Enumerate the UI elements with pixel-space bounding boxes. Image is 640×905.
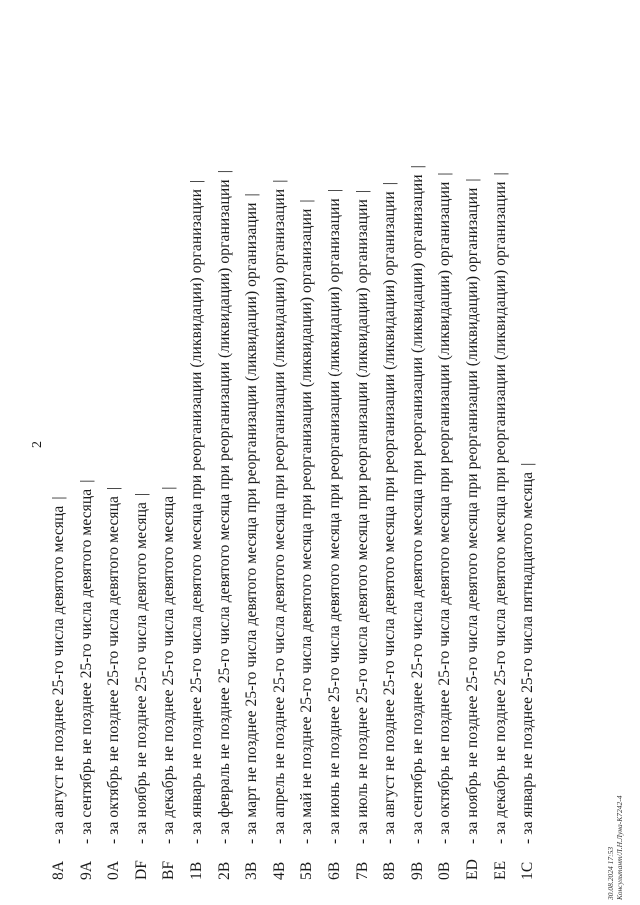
item-text: - за январь не позднее 25-го числа девятого месяца при реорганизации (ликвидации) организации (188, 188, 205, 844)
item-bar: | (464, 178, 481, 182)
item-code: 6B (326, 861, 343, 880)
list-item (78, 479, 96, 880)
list-item (436, 172, 454, 880)
item-text: - за февраль не позднее 25-го числа девятого месяца при реорганизации (ликвидации) организации (215, 179, 233, 844)
item-bar: | (160, 486, 178, 490)
item-bar: | (436, 172, 454, 176)
item-text: - за декабрь не позднее 25-го числа девятого месяца при реорганизации (ликвидации) организации (491, 181, 509, 844)
item-code: ED (464, 859, 481, 880)
stamp-source: Консультант/Л.Н.Луна-К7242-4 (615, 795, 624, 900)
item-text: - за июнь не позднее 25-го числа девятого месяца при реорганизации (ликвидации) организации (326, 198, 343, 844)
list-item (326, 189, 344, 880)
item-code: 2B (215, 861, 233, 880)
item-code: 4B (270, 861, 288, 880)
item-bar: | (105, 486, 123, 490)
item-code: 9A (77, 860, 95, 880)
item-bar: | (132, 492, 150, 496)
item-code: 1C (519, 861, 537, 880)
item-code: 0A (105, 860, 123, 880)
item-text: - за март не позднее 25-го числа девятого месяца при реорганизации (ликвидации) организации (243, 202, 261, 844)
deadline-list (50, 120, 570, 880)
list-item (105, 487, 123, 880)
page-number: 2 (30, 441, 45, 448)
item-bar: | (326, 188, 343, 193)
item-text: - за январь не позднее 25-го числа пятнадцатого месяца (519, 471, 537, 844)
list-item (381, 182, 399, 880)
item-bar: | (519, 462, 537, 466)
item-text: - за апрель не позднее 25-го числа девятого месяца при реорганизации (ликвидации) организации (270, 188, 288, 844)
item-text: - за сентябрь не позднее 25-го числа девятого месяца при реорганизации (ликвидации) организации (408, 174, 426, 844)
item-bar: | (491, 172, 509, 176)
list-item (519, 463, 537, 880)
item-code: 9B (408, 861, 426, 880)
item-text: - за октябрь не позднее 25-го числа девятого месяца (105, 495, 123, 844)
list-item (160, 486, 178, 880)
item-text: - за октябрь не позднее 25-го числа девятого месяца при реорганизации (ликвидации) организации (436, 181, 454, 844)
item-code: 3B (243, 861, 261, 880)
item-text: - за май не позднее 25-го числа девятого месяца при реорганизации (ликвидации) организации (298, 208, 316, 844)
item-code: 7B (353, 861, 371, 880)
list-item (188, 180, 206, 880)
item-bar: | (408, 165, 426, 169)
list-item (298, 199, 316, 880)
item-code: DF (132, 859, 150, 880)
item-text: - за июль не позднее 25-го числа девятого месяца при реорганизации (ликвидации) организации (353, 199, 371, 844)
item-bar: | (243, 193, 261, 197)
item-text: - за ноябрь не позднее 25-го числа девятого месяца (132, 501, 150, 844)
item-text: - за август не позднее 25-го числа девятого месяца (50, 505, 67, 844)
list-item (492, 172, 510, 880)
item-code: 8A (50, 860, 67, 880)
stamp-datetime: 30.08.2024 17:53 (606, 846, 615, 900)
item-bar: | (215, 169, 233, 174)
item-bar: | (270, 179, 288, 183)
list-item (133, 493, 151, 880)
item-code: 5B (298, 861, 316, 880)
item-bar: | (188, 179, 205, 183)
item-bar: | (298, 199, 316, 203)
item-text: - за август не позднее 25-го числа девятого месяца при реорганизации (ликвидации) организации (381, 191, 399, 844)
item-code: BF (160, 860, 178, 880)
list-item (354, 190, 372, 880)
item-bar: | (77, 479, 95, 483)
item-code: 0B (436, 861, 454, 880)
item-code: EE (491, 860, 509, 880)
item-bar: | (50, 496, 67, 500)
list-item (409, 165, 427, 880)
item-text: - за декабрь не позднее 25-го числа девятого месяца (160, 495, 178, 844)
item-bar: | (381, 181, 399, 186)
list-item (50, 496, 68, 880)
item-code: 1B (188, 861, 205, 880)
item-text: - за сентябрь не позднее 25-го числа девятого месяца (77, 488, 95, 844)
list-item (271, 179, 289, 880)
print-stamp (606, 796, 624, 900)
list-item (464, 178, 482, 880)
item-code: 8B (381, 861, 399, 880)
item-bar: | (353, 189, 371, 194)
list-item (216, 170, 234, 880)
item-text: - за ноябрь не позднее 25-го числа девятого месяца при реорганизации (ликвидации) организации (464, 187, 481, 844)
list-item (243, 193, 261, 880)
